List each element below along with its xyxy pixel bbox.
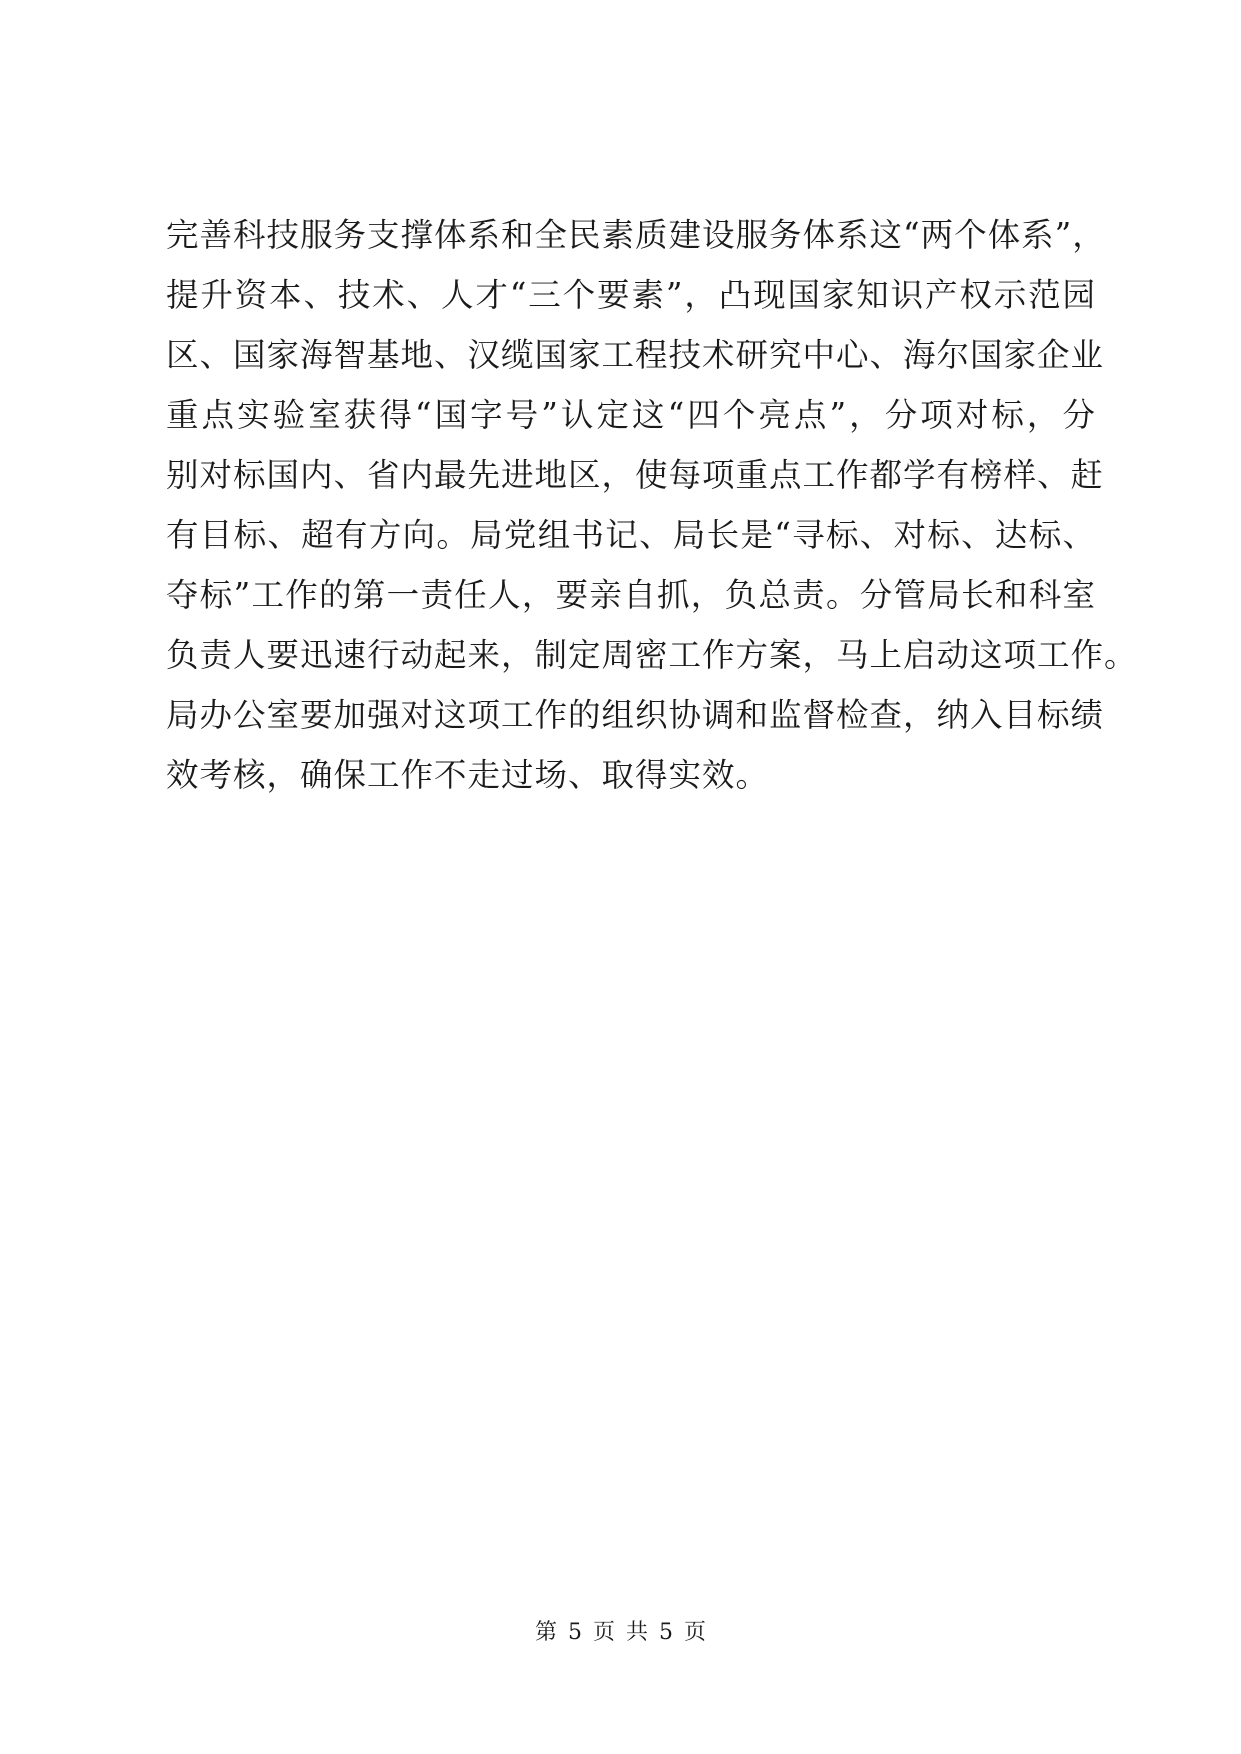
paragraph-line: 夺标”工作的第一责任人，要亲自抓，负总责。分管局长和科室 [166,576,1096,614]
paragraph-line: 区、国家海智基地、汉缆国家工程技术研究中心、海尔国家企业 [166,336,1105,374]
paragraph-line: 完善科技服务支撑体系和全民素质建设服务体系这“两个体系”， [166,216,1106,254]
page-number-footer: 第 5 页 共 5 页 [535,1620,706,1645]
paragraph-line: 效考核，确保工作不走过场、取得实效。 [166,756,770,794]
body-paragraph [166,205,1138,805]
paragraph-line: 负责人要迅速行动起来，制定周密工作方案，马上启动这项工作。 [166,636,1138,674]
paragraph-line: 重点实验室获得“国字号”认定这“四个亮点”，分项对标，分 [166,396,1096,434]
paragraph-line: 有目标、超有方向。局党组书记、局长是“寻标、对标、达标、 [166,516,1096,554]
paragraph-line: 别对标国内、省内最先进地区，使每项重点工作都学有榜样、赶 [166,456,1105,494]
paragraph-line: 提升资本、技术、人才“三个要素”，凸现国家知识产权示范园 [166,276,1096,314]
paragraph-line: 局办公室要加强对这项工作的组织协调和监督检查，纳入目标绩 [166,696,1105,734]
